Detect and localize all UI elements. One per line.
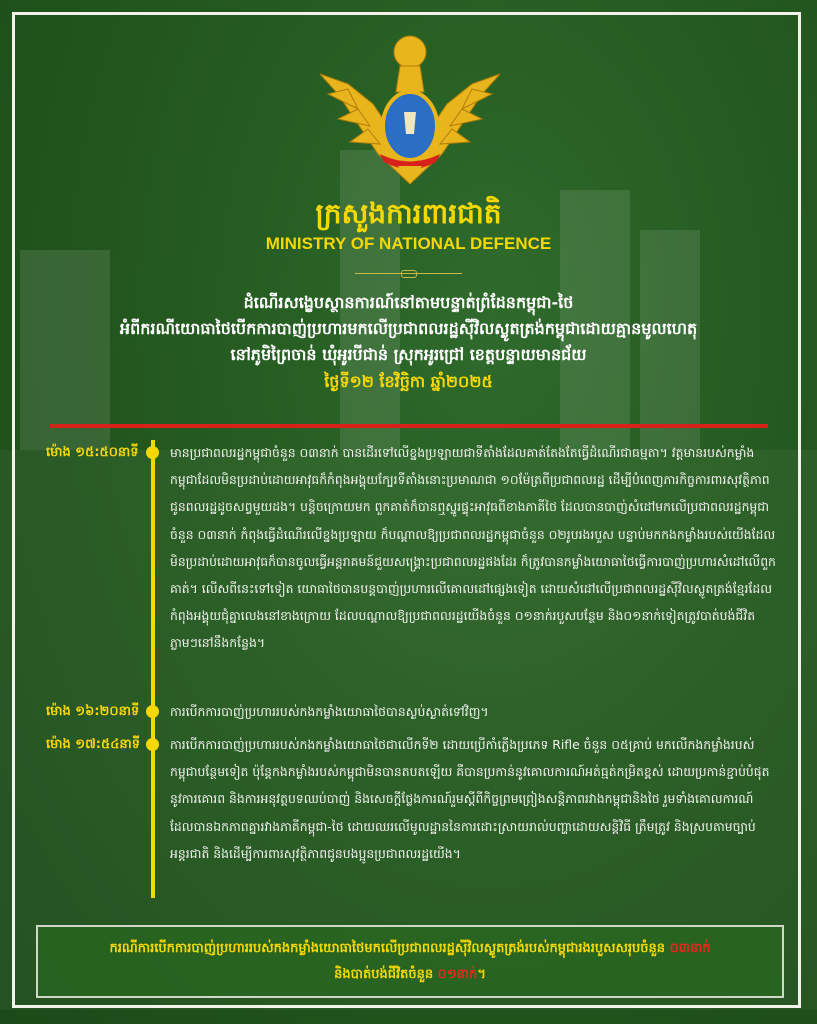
casualty-summary-box — [36, 925, 784, 998]
headline-line-3: នៅភូមិព្រៃចាន់ ឃុំអូរបីជាន់ ស្រុកអូរជ្រៅ ខេត្តបន្ទាយមានជ័យ — [230, 345, 587, 364]
summary-text: ករណីការបើកការបាញ់ប្រហាររបស់កងកម្លាំងយោធាថៃមកលើប្រជាពលរដ្ឋស៊ីវិលស្លូតត្រង់របស់កម្ពុជារងរបួសសរុបចំនួន — [109, 941, 670, 956]
headline-line-2: អំពីករណីយោធាថៃបើកការបាញ់ប្រហារមកលើប្រជាពលរដ្ឋស៊ីវិលស្លូតត្រង់កម្ពុជាដោយគ្មានមូលហេតុ — [119, 319, 698, 338]
timeline-text: មានប្រជាពលរដ្ឋកម្ពុជាចំនួន ០៣នាក់ បានដើរទៅលើខ្នងប្រឡាយជាទីតាំងដែលគាត់តែងតែធ្វើដំណើរជាធម្មតា។ វត្តមានរបស់កម្លាំងកម្ពុជាដែលមិនប្រដាប់ដោយអាវុធក៏កំពុងអង្គុយក្បែរទីតាំងនោះប្រមាណជា ១០ម៉ែត្រពីប្រជាពលរដ្ឋ ដើម្បីបំពេញភារកិច្ចការពារសុវត្ថិភាពជូនពលរដ្ឋដូចសព្វមួយដង។ បន្តិចក្រោយមក ពួកគាត់ក៏បានឮស្នូរផ្ទុះអាវុធពីខាងភាគីថៃ ដែលបានបាញ់សំដៅមកលើប្រជាពលរដ្ឋកម្ពុជាចំនួន ០៣នាក់ កំពុងធ្វើដំណើរលើខ្នងប្រឡាយ ក៏បណ្តាលឱ្យប្រជាពលរដ្ឋកម្ពុជាចំនួន ០២រូបរងរបួស បន្ទាប់មកកងកម្លាំងរបស់យើងដែលមិនប្រដាប់ដោយអាវុធក៏បានចូលធ្វើអន្តរាគមន៍ជួយសង្គ្រោះប្រជាពលរដ្ឋផងដែរ ក៏ត្រូវបានកម្លាំងយោធាថៃធ្វើការបាញ់ប្រហារសំដៅលើពួកគាត់។ លើសពីនេះទៅទៀត យោធាថៃបានបន្តបាញ់ប្រហារលើគោលដៅផ្សេងទៀត ដោយសំដៅលើប្រជាពលរដ្ឋស៊ីវិលស្លូតត្រង់ខ្មែរដែលកំពុងអង្គុយជុំគ្នាលេងនៅខាងក្រោយ ដែលបណ្តាលឱ្យប្រជាពលរដ្ឋយើងចំនួន ០១នាក់របួសបន្ថែម និង០១នាក់ទៀតត្រូវបាត់បង់ជីវិតភ្លាមៗនៅនឹងកន្លែង។ — [170, 445, 776, 651]
headline-line-1: ដំណើរសង្ខេបស្ថានការណ៍នៅតាមបន្ទាត់ព្រំដែនកម្ពុជា-ថៃ — [243, 293, 574, 312]
ministry-name-english: MINISTRY OF NATIONAL DEFENCE — [265, 234, 552, 253]
summary-text: និងបាត់បង់ជីវិតចំនួន — [334, 967, 438, 982]
injured-count: ០៣នាក់ — [669, 941, 711, 956]
timeline-text: ការបើកការបាញ់ប្រហាររបស់កងកម្លាំងយោធាថៃបានស្ងប់ស្ងាត់ទៅវិញ។ — [170, 704, 489, 719]
timeline-dot — [146, 738, 159, 751]
ornament-divider — [355, 273, 462, 274]
red-divider — [50, 424, 768, 428]
timeline-dot — [146, 705, 159, 718]
killed-count: ០១នាក់ — [437, 967, 478, 982]
timeline-time: ម៉ោង ១៧:៥៤នាទី — [46, 737, 141, 752]
timeline-time: ម៉ោង ១៥:៥០នាទី — [46, 445, 139, 460]
timeline-time: ម៉ោង ១៦:២០នាទី — [46, 704, 140, 719]
timeline-dot — [146, 446, 159, 459]
timeline-line — [151, 440, 155, 898]
summary-end: ។ — [477, 967, 486, 982]
ministry-name-khmer: ក្រសួងការពារជាតិ — [315, 197, 502, 230]
report-date: ថ្ងៃទី១២ ខែវិច្ឆិកា ឆ្នាំ២០២៥ — [324, 372, 493, 391]
timeline-text: ការបើកការបាញ់ប្រហាររបស់កងកម្លាំងយោធាថៃជាលើកទី២ ដោយប្រើកាំភ្លើងប្រភេទ Rifle ចំនួន ០៥គ្រាប់ មកលើកងកម្លាំងរបស់កម្ពុជាបន្ថែមទៀត ប៉ុន្តែកងកម្លាំងរបស់កម្ពុជាមិនបានតបតឡើយ គឺបានប្រកាន់នូវគោលការណ៍អត់ធ្មត់កម្រិតខ្ពស់ ដោយប្រកាន់ខ្ជាប់បំផុតនូវការគោរព និងការអនុវត្តបទឈប់បាញ់ និងសេចក្តីថ្លែងការណ៍រួមស្តីពីកិច្ចព្រមព្រៀងសន្តិភាពរវាងកម្ពុជានិងថៃ រួមទាំងគោលការណ៍ដែលបានឯកភាពគ្នារវាងភាគីកម្ពុជា-ថៃ ដោយឈរលើមូលដ្ឋាននៃការដោះស្រាយរាល់បញ្ហាដោយសន្តិវិធី ត្រឹមត្រូវ និងស្របតាមច្បាប់អន្តរជាតិ និងដើម្បីការពារសុវត្ថិភាពជូនបងប្អូនប្រជាពលរដ្ឋយើង។ — [170, 737, 770, 861]
ministry-emblem-logo — [318, 34, 502, 184]
